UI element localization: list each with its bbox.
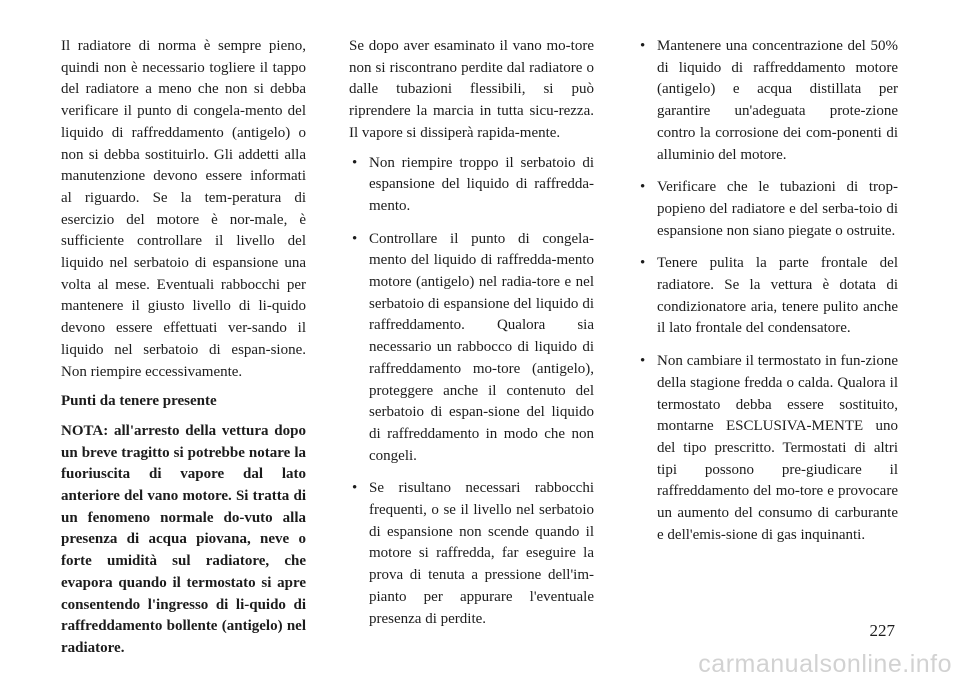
bullet-icon: • [640, 38, 646, 54]
list-item-text: Tenere pulita la parte frontale del radiatore. Se la vettura è dotata di condizionatore aria, tenere pulito anche il lato frontale del condensatore. [657, 255, 898, 337]
body-paragraph: Se dopo aver esaminato il vano mo-tore non si riscontrano perdite dal radiatore o dalle tubazioni flessibili, si può riprendere la marcia in tutta sicu-rezza. Il vapore si dissiperà rapida-mente. [349, 38, 594, 141]
bullet-icon: • [640, 179, 646, 196]
list-item [349, 229, 594, 468]
text-column-left [61, 36, 306, 668]
list-item-text: Mantenere una concentrazione del 50% di liquido di raffreddamento motore (antigelo) e acqua distillata per garantire un'adeguata prote-zione contro la corrosione dei com-ponenti di alluminio del motore. [657, 38, 898, 163]
text-column-right [637, 36, 898, 557]
bullet-icon: • [352, 480, 358, 497]
note-paragraph: NOTA: all'arresto della vettura dopo un breve tragitto si potrebbe notare la fuoriuscita di vapore dal lato anteriore del vano motore. Si tratta di un fenomeno normale do-vuto alla presenza di acqua piovana, neve o forte umidità sul radiatore, che evapora quando il termostato si apre consentendo l'ingresso di li-quido di raffreddamento bollente (antigelo) nel radiatore. [61, 422, 306, 656]
text-column-middle [349, 36, 594, 641]
bullet-icon: • [640, 255, 646, 272]
list-item-text: Non cambiare il termostato in fun-zione della stagione fredda o calda. Qualora il termostato debba essere sostituito, montarne ESCLUSIVA-MENTE uno del tipo prescritto. Termostati di altri tipi possono pre-giudicare il raffreddamento del mo-tore e provocare un aumento del consumo di carburante e dell'emis-sione di gas inquinanti. [657, 353, 898, 543]
body-paragraph: Il radiatore di norma è sempre pieno, quindi non è necessario togliere il tappo del radiatore a meno che non si debba verificare il punto di congela-mento del liquido di raffreddamento (antigelo) o non si debba sostituirlo. Gli addetti alla manutenzione devono essere informati al riguardo. Se la tem-peratura di esercizio del motore è nor-male, è sufficiente controllare il livello del liquido nel serbatoio di espansione una volta al mese. Eventuali rabbocchi per mantenere il giusto livello di li-quido devono essere effettuati ver-sando il liquido nel serbatoio di espan-sione. Non riempire eccessivamente. [61, 38, 306, 380]
bullet-list [349, 153, 594, 631]
bullet-icon: • [352, 154, 358, 171]
list-item [637, 177, 898, 242]
bullet-list [637, 36, 898, 546]
list-item-text: Se risultano necessari rabbocchi frequenti, o se il livello nel serbatoio di espansione non scende quando il motore si raffredda, far eseguire la prova di tenuta a pressione dell'im-pianto per appurare l'eventuale presenza di perdite. [369, 480, 594, 627]
list-item [637, 36, 898, 166]
watermark: carmanualsonline.info [698, 650, 952, 678]
list-item-text: Non riempire troppo il serbatoio di espansione del liquido di raffredda-mento. [369, 154, 594, 214]
list-item [637, 351, 898, 546]
list-item [349, 153, 594, 218]
bullet-icon: • [352, 230, 358, 247]
list-item-text: Verificare che le tubazioni di trop-popieno del radiatore e del serba-toio di espansione non siano piegate o ostruite. [657, 179, 898, 239]
list-item [637, 253, 898, 340]
list-item [349, 478, 594, 630]
section-heading: Punti da tenere presente [61, 393, 217, 410]
page-number: 227 [869, 621, 895, 640]
list-item-text: Controllare il punto di congela-mento del liquido di raffredda-mento motore (antigelo) nel radia-tore e nel serbatoio di espansione del liquido di raffreddamento. Qualora sia necessario un rabbocco di liquido di raffreddamento mo-tore (antigelo), proteggere anche il contenuto del serbatoio di espan-sione del liquido di raffreddamento in modo che non congeli. [369, 230, 594, 464]
bullet-icon: • [640, 353, 646, 370]
